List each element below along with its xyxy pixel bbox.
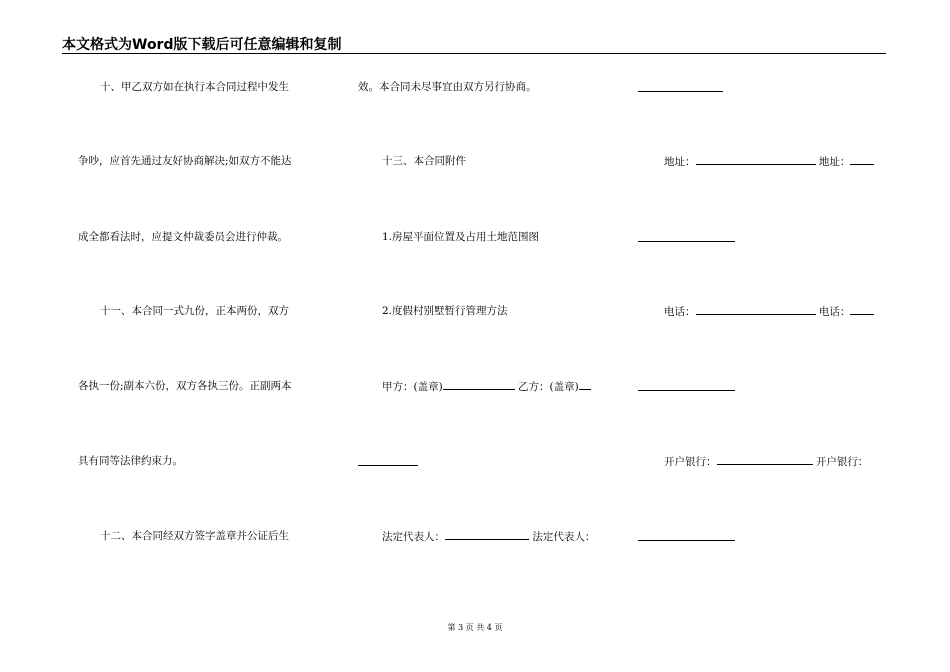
col3-blank-rule-4 (638, 540, 735, 541)
address-line (664, 154, 874, 169)
phone-a-label: 电话： (664, 306, 696, 318)
col2-line-4: 2.度假村别墅暂行管理方法 (382, 305, 508, 317)
address-a-blank (696, 154, 816, 165)
col2-line-1: 效。本合同未尽事宜由双方另行协商。 (358, 81, 537, 93)
phone-b-label: 电话： (818, 306, 851, 318)
col2-line-3: 1.房屋平面位置及占用土地范围图 (382, 231, 540, 243)
bank-a-blank (717, 454, 813, 465)
phone-b-blank (850, 304, 874, 315)
col1-line-3: 成全都看法时，应提文仲裁委员会进行仲裁。 (78, 231, 288, 243)
address-b-label: 地址： (818, 156, 851, 168)
party-a-label: 甲方：(盖章) (382, 381, 443, 393)
document-header-title: 本文格式为Word版下载后可任意编辑和复制 (62, 37, 342, 53)
col1-line-4: 十一、本合同一式九份，正本两份，双方 (100, 305, 289, 317)
col2-blank-rule (358, 465, 418, 466)
col3-blank-rule-1 (638, 91, 723, 92)
header-divider (62, 53, 886, 54)
col3-blank-rule-2 (638, 241, 735, 242)
address-b-blank (850, 154, 874, 165)
phone-line (664, 304, 874, 319)
page-number-footer: 第 3 页 共 4 页 (447, 623, 503, 632)
bank-a-label: 开户银行： (664, 456, 717, 468)
col1-line-7: 十二、本合同经双方签字盖章并公证后生 (100, 530, 289, 542)
bank-b-label: 开户银行： (815, 456, 869, 468)
col1-line-6: 具有同等法律约束力。 (78, 455, 183, 467)
bank-line (664, 454, 868, 469)
col3-blank-rule-3 (638, 390, 735, 391)
phone-a-blank (696, 304, 816, 315)
col1-line-2: 争吵，应首先通过友好协商解决;如双方不能达 (78, 155, 292, 167)
col1-line-1: 十、甲乙双方如在执行本合同过程中发生 (100, 81, 289, 93)
legal-rep-b-label: 法定代表人： (532, 531, 596, 543)
party-a-blank (443, 379, 515, 390)
signature-line-parties (382, 379, 591, 394)
signature-line-legal-reps (382, 529, 595, 544)
legal-rep-a-blank (445, 529, 529, 540)
legal-rep-a-label: 法定代表人： (382, 531, 445, 543)
address-a-label: 地址： (664, 156, 696, 168)
party-b-label: 乙方：(盖章) (518, 381, 579, 393)
col1-line-5: 各执一份;副本六份，双方各执三份。正副两本 (78, 380, 292, 392)
party-b-blank (579, 379, 591, 390)
col2-line-2: 十三、本合同附件 (382, 155, 466, 167)
